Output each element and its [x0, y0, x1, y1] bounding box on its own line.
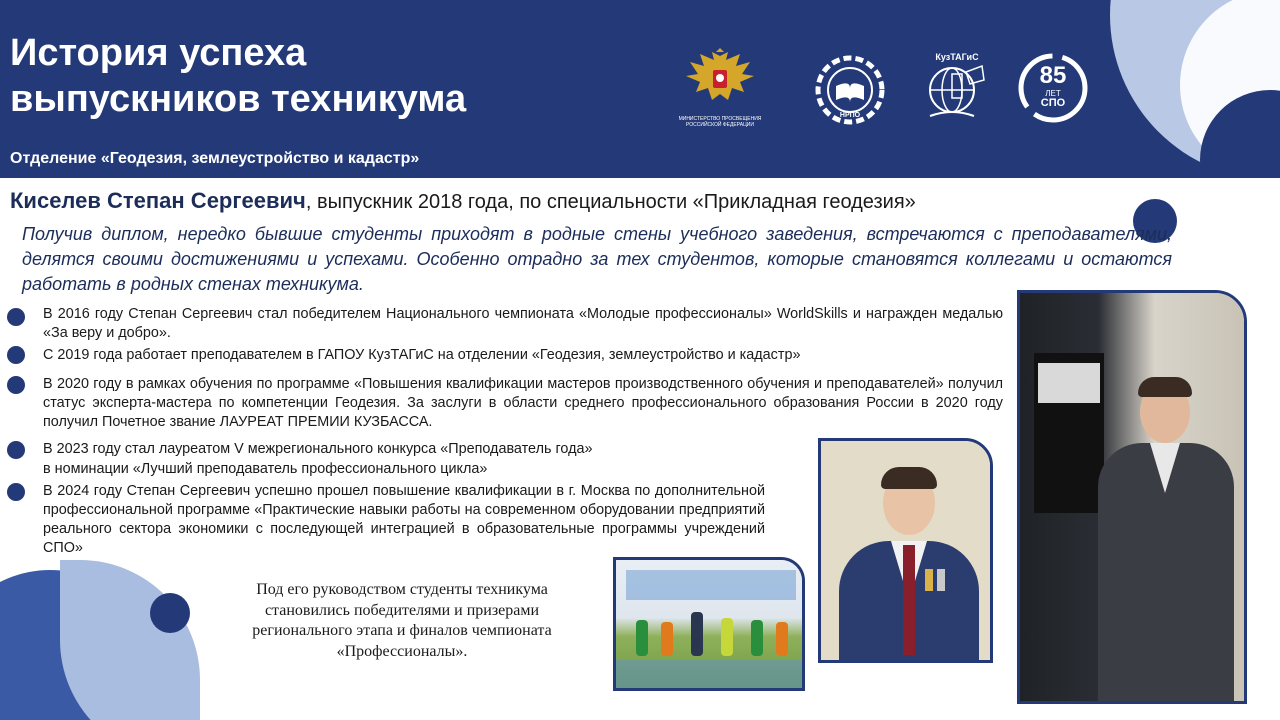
anniversary-85-logo	[1017, 52, 1089, 124]
title-line-1: История успеха	[10, 32, 307, 74]
guidance-paragraph: Под его руководством студенты техникума становились победителями и призерами регионального этапа и финалов чемпионата «Профессионалы».	[252, 581, 552, 660]
bullet-dot	[7, 346, 25, 364]
bullet-dot	[7, 441, 25, 459]
ministry-caption-line-1: МИНИСТЕРСТВО ПРОСВЕЩЕНИЯ	[678, 116, 762, 122]
bullet-dot	[7, 376, 25, 394]
graduate-name: Киселев Степан Сергеевич	[10, 188, 306, 213]
deco-small-circle-bottom-left	[150, 593, 190, 633]
globe-book-icon	[922, 62, 992, 124]
page-title	[10, 30, 466, 122]
ministry-caption-line-2: РОССИЙСКОЙ ФЕДЕРАЦИИ	[686, 122, 754, 128]
bullet-dot	[7, 483, 25, 501]
department-subtitle: Отделение «Геодезия, землеустройство и кадастр»	[10, 150, 420, 167]
graduate-description: , выпускник 2018 года, по специальности «Прикладная геодезия»	[305, 191, 916, 213]
deco-lens-bottom-left	[60, 560, 200, 720]
npo-logo	[814, 54, 886, 126]
classroom-photo	[613, 557, 805, 691]
npo-label: НРПО	[839, 112, 861, 119]
kuztagis-label: КузТАГиС	[935, 52, 979, 62]
achievement-item: В 2024 году Степан Сергеевич успешно прошел повышение квалификации в г. Москва по дополнительной профессиональной программе «Практические навыки работы на современном оборудовании предприятий реального сектора экономики с последующей интеграцией в образовательные программы учреждений СПО»	[43, 483, 765, 556]
double-eagle-icon	[680, 48, 760, 116]
anniversary-number: 85	[1039, 62, 1067, 89]
intro-paragraph: Получив диплом, нередко бывшие студенты приходят в родные стены учебного заведения, встречаются с преподавателями, делятся своими достижениями и успехами. Особенно отрадно за тех студентов, которые становятся коллегами и остаются работать в родных стенах техникума.	[22, 224, 1172, 294]
anniversary-line-1: ЛЕТ	[1045, 89, 1061, 98]
header-banner	[0, 0, 1280, 178]
achievement-item: В 2023 году стал лауреатом V межрегионального конкурса «Преподаватель года»	[43, 441, 593, 457]
bullet-dot	[7, 308, 25, 326]
graduate-heading	[10, 188, 916, 214]
achievement-item: в номинации «Лучший преподаватель профессионального цикла»	[43, 461, 488, 477]
achievement-item: С 2019 года работает преподавателем в ГАПОУ КузТАГиС на отделении «Геодезия, землеустройство и кадастр»	[43, 347, 801, 363]
achievement-item: В 2016 году Степан Сергеевич стал победителем Национального чемпионата «Молодые профессионалы» WorldSkills и награжден медалью «За веру и добро».	[43, 306, 1003, 341]
achievement-item: В 2020 году в рамках обучения по программе «Повышения квалификации мастеров производственного обучения и преподавателей» получил статус эксперта-мастера по компетенции Геодезия. За заслуги в области среднего профессионального образования России в 2020 году получил Почетное звание ЛАУРЕАТ ПРЕМИИ КУЗБАССА.	[43, 376, 1003, 430]
portrait-photo	[818, 438, 993, 663]
standing-photo	[1017, 290, 1247, 704]
ministry-emblem-logo	[680, 48, 760, 128]
title-line-2: выпускников техникума	[10, 78, 467, 120]
kuztagis-logo	[922, 52, 992, 124]
anniversary-line-2: СПО	[1040, 97, 1066, 109]
